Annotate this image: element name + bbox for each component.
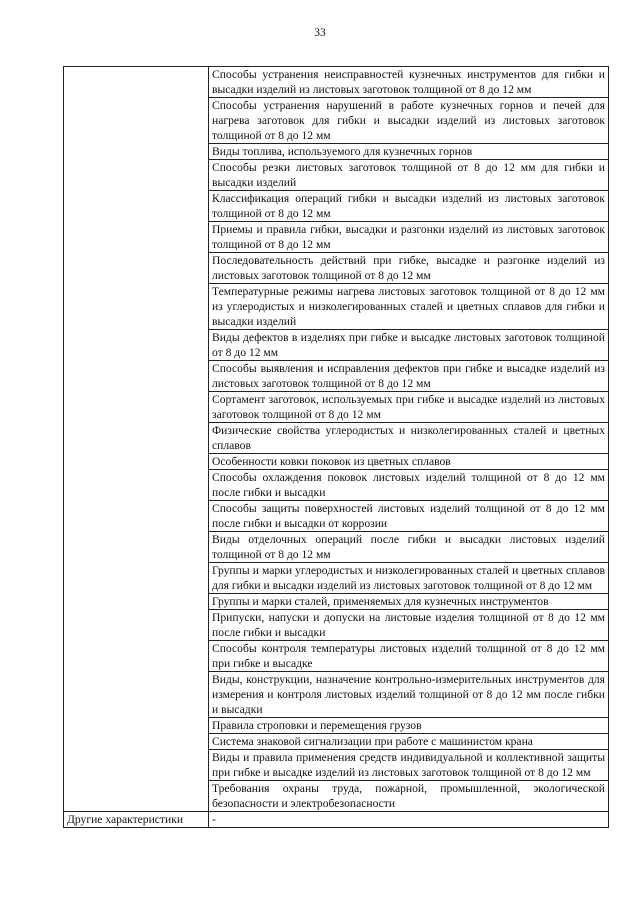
requirement-item: Способы защиты поверхностей листовых изделий толщиной от 8 до 12 мм после гибки и высадки от коррозии — [209, 501, 609, 532]
table-row-other-characteristics — [64, 812, 609, 828]
requirement-item: Способы охлаждения поковок листовых изделий толщиной от 8 до 12 мм после гибки и высадки — [209, 470, 609, 501]
requirement-item: Особенности ковки поковок из цветных сплавов — [209, 454, 609, 470]
requirement-item: Классификация операций гибки и высадки изделий из листовых заготовок толщиной от 8 до 12 мм — [209, 191, 609, 222]
requirement-item: Система знаковой сигнализации при работе с машинистом крана — [209, 734, 609, 750]
requirements-table — [63, 66, 609, 828]
requirement-item: Физические свойства углеродистых и низколегированных сталей и цветных сплавов — [209, 423, 609, 454]
table-row — [64, 67, 609, 98]
requirement-item: Виды дефектов в изделиях при гибке и высадке листовых заготовок толщиной от 8 до 12 мм — [209, 330, 609, 361]
other-characteristics-value: - — [209, 812, 609, 828]
requirement-item: Группы и марки углеродистых и низколегированных сталей и цветных сплавов для гибки и высадки изделий из листовых заготовок толщиной от 8 до 12 мм — [209, 563, 609, 594]
requirement-item: Припуски, напуски и допуски на листовые изделия толщиной от 8 до 12 мм после гибки и высадки — [209, 610, 609, 641]
requirement-item: Способы контроля температуры листовых изделий толщиной от 8 до 12 мм при гибке и высадке — [209, 641, 609, 672]
requirement-item: Сортамент заготовок, используемых при гибке и высадке изделий из листовых заготовок толщиной от 8 до 12 мм — [209, 392, 609, 423]
requirement-item: Температурные режимы нагрева листовых заготовок толщиной от 8 до 12 мм из углеродистых и низколегированных сталей и цветных сплавов для гибки и высадки изделий — [209, 284, 609, 330]
requirement-item: Приемы и правила гибки, высадки и разгонки изделий из листовых заготовок толщиной от 8 до 12 мм — [209, 222, 609, 253]
page-number: 33 — [314, 27, 326, 39]
requirement-item: Виды топлива, используемого для кузнечных горнов — [209, 144, 609, 160]
requirement-item: Способы устранения нарушений в работе кузнечных горнов и печей для нагрева заготовок для гибки и высадки изделий из листовых заготовок толщиной от 8 до 12 мм — [209, 98, 609, 144]
requirement-item: Требования охраны труда, пожарной, промышленной, экологической безопасности и электробезопасности — [209, 781, 609, 812]
requirement-item: Правила строповки и перемещения грузов — [209, 718, 609, 734]
requirement-item: Способы выявления и исправления дефектов при гибке и высадке изделий из листовых заготовок толщиной от 8 до 12 мм — [209, 361, 609, 392]
requirement-item: Способы устранения неисправностей кузнечных инструментов для гибки и высадки изделий из листовых заготовок толщиной от 8 до 12 мм — [209, 67, 609, 98]
requirement-item: Последовательность действий при гибке, высадке и разгонке изделий из листовых заготовок толщиной от 8 до 12 мм — [209, 253, 609, 284]
requirement-item: Группы и марки сталей, применяемых для кузнечных инструментов — [209, 594, 609, 610]
requirement-item: Виды и правила применения средств индивидуальной и коллективной защиты при гибке и высадке изделий из листовых заготовок толщиной от 8 до 12 мм — [209, 750, 609, 781]
requirement-item: Виды, конструкции, назначение контрольно-измерительных инструментов для измерения и контроля листовых изделий толщиной от 8 до 12 мм после гибки и высадки — [209, 672, 609, 718]
left-column-blank-cell — [64, 67, 209, 812]
requirement-item: Способы резки листовых заготовок толщиной от 8 до 12 мм для гибки и высадки изделий — [209, 160, 609, 191]
other-characteristics-label: Другие характеристики — [64, 812, 209, 828]
requirement-item: Виды отделочных операций после гибки и высадки листовых изделий толщиной от 8 до 12 мм — [209, 532, 609, 563]
requirements-table-body — [64, 67, 609, 828]
